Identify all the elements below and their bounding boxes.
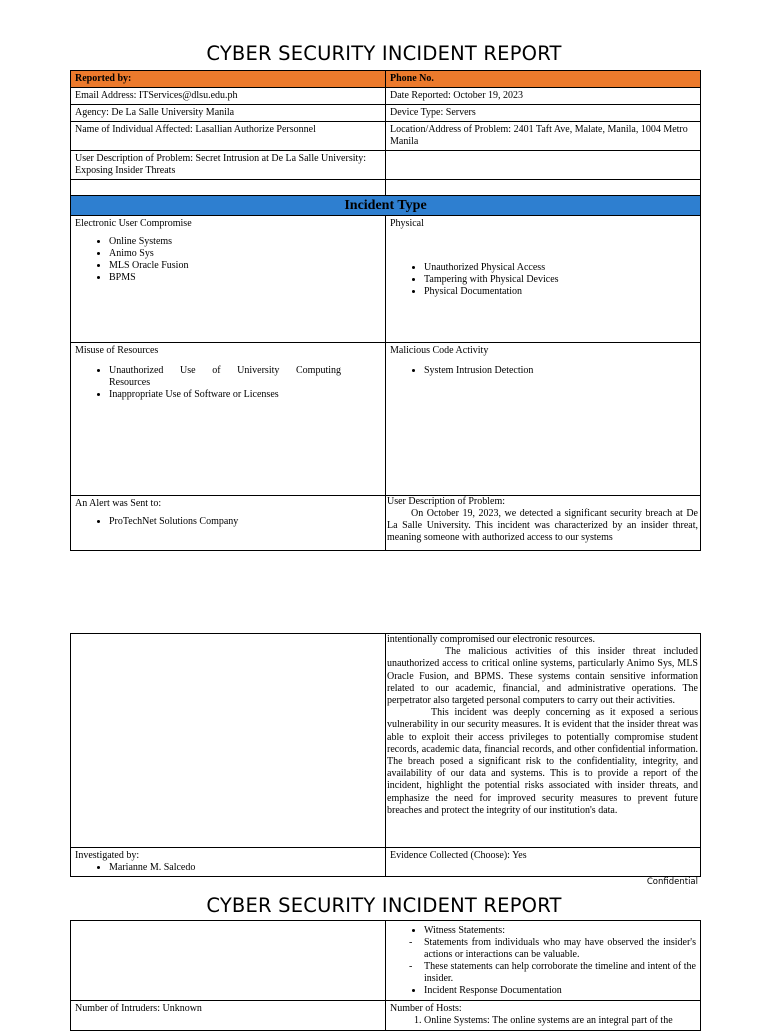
list-item: - These statements can help corroborate the timeline and intent of the insider.	[424, 961, 696, 985]
alert-sent-label: An Alert was Sent to:	[75, 498, 162, 509]
malicious-code-list	[390, 365, 696, 377]
physical-cell	[386, 216, 701, 343]
investigator-list	[75, 862, 381, 874]
email-field: Email Address: ITServices@dlsu.edu.ph	[71, 88, 386, 105]
investigated-by-label: Investigated by:	[75, 850, 140, 861]
report-info-table	[70, 70, 701, 551]
physical-label: Physical	[390, 218, 424, 229]
description-paragraph: The malicious activities of this insider threat included unauthorized access to critical online systems, particularly Animo Sys, MLS Oracle Fusion, and BPMS. These systems contain sensitive information related to our academic, financial, and administrative operations. The perpetrator also targeted personal computers to carry out their activities.	[387, 646, 698, 707]
user-description-field: User Description of Problem: Secret Intrusion at De La Salle University: Exposing Insider Threats	[71, 151, 386, 180]
witness-sub-list	[390, 937, 696, 985]
user-description-label: User Description of Problem:	[387, 496, 506, 507]
list-item: - Statements from individuals who may have observed the insider's actions or interactions can be valuable.	[424, 937, 696, 961]
misuse-list	[75, 365, 381, 401]
list-item: • System Intrusion Detection	[424, 365, 696, 377]
physical-list	[390, 262, 696, 298]
empty-cell	[386, 151, 701, 180]
date-reported-field: Date Reported: October 19, 2023	[386, 88, 701, 105]
page-title: CYBER SECURITY INCIDENT REPORT	[206, 894, 562, 917]
malicious-code-cell	[386, 343, 701, 496]
electronic-compromise-label: Electronic User Compromise	[75, 218, 192, 229]
list-item: • Witness Statements:	[424, 925, 696, 937]
list-item: • Tampering with Physical Devices	[424, 274, 696, 286]
intruders-cell: Number of Intruders: Unknown	[71, 1001, 386, 1031]
witness-list	[390, 925, 696, 937]
incident-doc-list	[390, 985, 696, 997]
malicious-code-label: Malicious Code Activity	[390, 345, 489, 356]
individual-affected-field: Name of Individual Affected: Lasallian Authorize Personnel	[71, 122, 386, 151]
confidential-label: Confidential	[646, 877, 698, 887]
description-paragraph: intentionally compromised our electronic resources.	[387, 634, 595, 645]
continuation-table	[70, 633, 701, 877]
hosts-label: Number of Hosts:	[390, 1003, 462, 1014]
list-item: • ProTechNet Solutions Company	[109, 516, 381, 528]
empty-cell	[386, 180, 701, 196]
list-item: • Marianne M. Salcedo	[109, 862, 381, 874]
hosts-cell	[386, 1001, 701, 1031]
empty-cell	[71, 180, 386, 196]
alert-sent-cell	[71, 496, 386, 551]
page3-table	[70, 920, 701, 1031]
user-description-text: On October 19, 2023, we detected a significant security breach at De La Salle University. This incident was characterized by an insider threat, meaning someone with authorized access to our systems	[387, 508, 698, 543]
phone-header: Phone No.	[386, 71, 701, 88]
investigated-by-cell	[71, 848, 386, 877]
electronic-compromise-cell	[71, 216, 386, 343]
description-paragraph: This incident was deeply concerning as it exposed a serious vulnerability in our security measures. It is evident that the insider threat was able to exploit their access privileges to potentially compromise student records, academic data, financial records, and other confidential information. The breach posed a significant risk to the confidentiality, integrity, and availability of our data and systems. This is to provide a report of the incident, highlight the potential risks associated with insider threats, and emphasize the need for improved security measures to prevent future breaches and protect the integrity of our institution's data.	[387, 707, 698, 816]
empty-cell	[71, 921, 386, 1001]
list-item: 1. Online Systems: The online systems are an integral part of the	[424, 1015, 696, 1027]
hosts-list	[390, 1015, 696, 1027]
list-item: • MLS Oracle Fusion	[109, 260, 381, 272]
misuse-label: Misuse of Resources	[75, 345, 159, 356]
user-description-cell	[386, 496, 701, 551]
page-title: CYBER SECURITY INCIDENT REPORT	[206, 42, 562, 65]
list-item: • Unauthorized Physical Access	[424, 262, 696, 274]
list-item: • Physical Documentation	[424, 286, 696, 298]
evidence-collected-cell: Evidence Collected (Choose): Yes	[386, 848, 701, 877]
list-item: • Unauthorized Use of University Computing Resources	[109, 365, 341, 389]
location-field: Location/Address of Problem: 2401 Taft Ave, Malate, Manila, 1004 Metro Manila	[386, 122, 701, 151]
list-item: • Animo Sys	[109, 248, 381, 260]
incident-type-heading: Incident Type	[71, 196, 701, 216]
device-type-field: Device Type: Servers	[386, 105, 701, 122]
list-item: • Inappropriate Use of Software or Licenses	[109, 389, 341, 401]
reported-by-header: Reported by:	[71, 71, 386, 88]
list-item: • Incident Response Documentation	[424, 985, 696, 997]
misuse-cell	[71, 343, 386, 496]
electronic-compromise-list	[75, 236, 381, 284]
witness-cell	[386, 921, 701, 1001]
alert-sent-list	[75, 516, 381, 528]
list-item: • BPMS	[109, 272, 381, 284]
empty-cell	[71, 634, 386, 848]
description-continued-cell	[386, 634, 701, 848]
agency-field: Agency: De La Salle University Manila	[71, 105, 386, 122]
list-item: • Online Systems	[109, 236, 381, 248]
